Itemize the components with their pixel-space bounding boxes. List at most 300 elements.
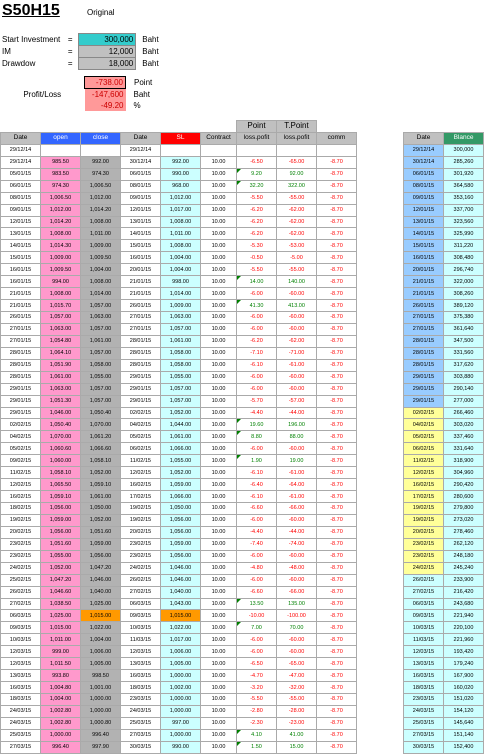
cell-spacer — [357, 610, 404, 622]
cell-exit-date: 10/03/15 — [121, 622, 161, 634]
cell-comm: -8.70 — [317, 467, 357, 479]
cell-open: 1,047.20 — [41, 574, 81, 586]
cell-comm: -8.70 — [317, 204, 357, 216]
cell-comm: -8.70 — [317, 443, 357, 455]
cell-sl: 1,058.00 — [161, 347, 201, 359]
cell-exit-date: 18/03/15 — [121, 682, 161, 694]
cell-entry-date: 02/02/15 — [1, 419, 41, 431]
cell-balance: 243,680 — [444, 598, 484, 610]
cell-sl: 1,014.00 — [161, 288, 201, 300]
cell-sl: 1,015.00 — [161, 610, 201, 622]
cell-comm: -8.70 — [317, 610, 357, 622]
cell-open: 983.50 — [41, 168, 81, 180]
cell-spacer — [357, 180, 404, 192]
cell-balance-date: 28/01/15 — [404, 359, 444, 371]
cell-entry-date: 06/01/15 — [1, 180, 41, 192]
cell-point: -7.40 — [237, 538, 277, 550]
table-row — [1, 228, 484, 240]
cell-open: 1,009.50 — [41, 264, 81, 276]
cell-balance: 364,580 — [444, 180, 484, 192]
pl-pct: -49.20 — [85, 100, 126, 111]
cell-point: -7.10 — [237, 347, 277, 359]
cell-point: -6.00 — [237, 634, 277, 646]
header-point: Point — [237, 121, 277, 133]
cell-tpoint: -60.00 — [277, 550, 317, 562]
cell-point: -2.80 — [237, 705, 277, 717]
cell-balance-date: 29/01/15 — [404, 395, 444, 407]
header-tpoint: T.Point — [277, 121, 317, 133]
cell-point: 41.30 — [237, 300, 277, 312]
cell-close: 1,022.00 — [81, 622, 121, 634]
cell-exit-date: 26/02/15 — [121, 574, 161, 586]
cell-close: 1,057.00 — [81, 323, 121, 335]
cell-tpoint — [277, 144, 317, 156]
cell-entry-date: 15/01/15 — [1, 252, 41, 264]
cell-spacer — [357, 228, 404, 240]
cell-spacer — [357, 252, 404, 264]
cell-point: -6.00 — [237, 550, 277, 562]
cell-close: 1,066.60 — [81, 443, 121, 455]
cell-balance: 221,940 — [444, 610, 484, 622]
cell-contract: 10.00 — [201, 335, 237, 347]
cell-exit-date: 06/01/15 — [121, 168, 161, 180]
cell-comm: -8.70 — [317, 431, 357, 443]
cell-close: 1,047.20 — [81, 562, 121, 574]
cell-spacer — [357, 741, 404, 753]
cell-spacer — [357, 717, 404, 729]
cell-spacer — [357, 682, 404, 694]
cell-contract: 10.00 — [201, 467, 237, 479]
cell-sl: 1,009.00 — [161, 300, 201, 312]
cell-sl: 1,017.00 — [161, 204, 201, 216]
cell-exit-date: 04/02/15 — [121, 419, 161, 431]
cell-point: -6.20 — [237, 228, 277, 240]
cell-balance: 337,700 — [444, 204, 484, 216]
cell-balance: 145,640 — [444, 717, 484, 729]
cell-balance-date: 27/03/15 — [404, 729, 444, 741]
cell-balance-date: 27/01/15 — [404, 312, 444, 324]
table-row — [1, 538, 484, 550]
sheet-subtitle: Original — [87, 8, 115, 17]
cell-point: 9.20 — [237, 168, 277, 180]
cell-open: 1,011.50 — [41, 658, 81, 670]
cell-open: 1,002.80 — [41, 717, 81, 729]
cell-balance: 325,990 — [444, 228, 484, 240]
cell-close: 1,000.00 — [81, 705, 121, 717]
cell-balance: 216,420 — [444, 586, 484, 598]
cell-exit-date: 12/01/15 — [121, 204, 161, 216]
cell-contract: 10.00 — [201, 276, 237, 288]
cell-close: 1,046.00 — [81, 574, 121, 586]
cell-sl: 1,052.00 — [161, 467, 201, 479]
cell-balance-date: 29/01/15 — [404, 383, 444, 395]
table-row — [1, 323, 484, 335]
cell-entry-date: 29/01/15 — [1, 407, 41, 419]
cell-balance-date: 24/03/15 — [404, 705, 444, 717]
cell-exit-date: 13/03/15 — [121, 658, 161, 670]
summary-unit: Baht — [142, 35, 159, 44]
cell-close: 992.00 — [81, 156, 121, 168]
cell-close: 1,000.80 — [81, 717, 121, 729]
summary-table — [0, 33, 161, 70]
cell-exit-date: 02/02/15 — [121, 407, 161, 419]
cell-point: -2.30 — [237, 717, 277, 729]
table-row — [1, 443, 484, 455]
cell-spacer — [357, 455, 404, 467]
table-row — [1, 634, 484, 646]
cell-balance: 277,000 — [444, 395, 484, 407]
cell-open: 1,056.00 — [41, 503, 81, 515]
cell-balance-date: 28/01/15 — [404, 347, 444, 359]
cell-exit-date: 27/01/15 — [121, 312, 161, 324]
cell-comm: -8.70 — [317, 276, 357, 288]
cell-contract: 10.00 — [201, 646, 237, 658]
cell-entry-date: 13/01/15 — [1, 228, 41, 240]
cell-open: 1,006.50 — [41, 192, 81, 204]
cell-exit-date: 23/02/15 — [121, 538, 161, 550]
cell-balance: 167,900 — [444, 670, 484, 682]
table-row — [1, 574, 484, 586]
cell-spacer — [357, 479, 404, 491]
table-row — [1, 288, 484, 300]
cell-entry-date: 20/02/15 — [1, 526, 41, 538]
table-row — [1, 431, 484, 443]
cell-comm: -8.70 — [317, 455, 357, 467]
cell-comm: -8.70 — [317, 705, 357, 717]
cell-close: 1,001.00 — [81, 682, 121, 694]
cell-spacer — [357, 216, 404, 228]
cell-point: -6.20 — [237, 335, 277, 347]
cell-sl: 1,066.00 — [161, 491, 201, 503]
cell-sl: 1,057.00 — [161, 323, 201, 335]
cell-point: -6.20 — [237, 204, 277, 216]
cell-exit-date: 09/03/15 — [121, 610, 161, 622]
cell-exit-date: 19/02/15 — [121, 514, 161, 526]
table-row — [1, 264, 484, 276]
cell-open: 996.40 — [41, 741, 81, 753]
cell-contract: 10.00 — [201, 156, 237, 168]
cell-comm: -8.70 — [317, 538, 357, 550]
cell-balance-date: 23/02/15 — [404, 538, 444, 550]
cell-comm: -8.70 — [317, 252, 357, 264]
cell-contract: 10.00 — [201, 694, 237, 706]
cell-balance-date: 16/01/15 — [404, 252, 444, 264]
cell-entry-date: 28/01/15 — [1, 359, 41, 371]
cell-entry-date: 23/02/15 — [1, 538, 41, 550]
cell-tpoint: 70.00 — [277, 622, 317, 634]
table-row — [1, 598, 484, 610]
cell-tpoint: -5.00 — [277, 252, 317, 264]
cell-contract: 10.00 — [201, 371, 237, 383]
cell-balance: 322,000 — [444, 276, 484, 288]
cell-balance-date: 23/02/15 — [404, 550, 444, 562]
cell-comm: -8.70 — [317, 550, 357, 562]
cell-balance-date: 28/01/15 — [404, 335, 444, 347]
cell-open: 1,070.00 — [41, 431, 81, 443]
cell-tpoint: 135.00 — [277, 598, 317, 610]
cell-balance-date: 30/12/14 — [404, 156, 444, 168]
cell-point: -5.70 — [237, 395, 277, 407]
cell-entry-date: 21/01/15 — [1, 288, 41, 300]
cell-entry-date: 29/12/14 — [1, 156, 41, 168]
cell-point: 7.00 — [237, 622, 277, 634]
cell-contract: 10.00 — [201, 216, 237, 228]
cell-exit-date: 29/01/15 — [121, 371, 161, 383]
header-loss-profit-2: loss.pofit — [277, 132, 317, 144]
cell-entry-date: 29/01/15 — [1, 395, 41, 407]
cell-balance-date: 08/01/15 — [404, 180, 444, 192]
cell-open: 1,008.00 — [41, 288, 81, 300]
cell-contract: 10.00 — [201, 598, 237, 610]
cell-entry-date: 28/01/15 — [1, 371, 41, 383]
cell-point: -6.10 — [237, 491, 277, 503]
cell-balance-date: 13/03/15 — [404, 658, 444, 670]
cell-contract: 10.00 — [201, 300, 237, 312]
table-row — [1, 610, 484, 622]
cell-sl: 1,061.00 — [161, 335, 201, 347]
cell-open: 1,058.10 — [41, 467, 81, 479]
cell-exit-date: 16/01/15 — [121, 252, 161, 264]
cell-close: 1,012.00 — [81, 192, 121, 204]
cell-balance-date: 11/02/15 — [404, 455, 444, 467]
table-row — [1, 455, 484, 467]
cell-comm: -8.70 — [317, 514, 357, 526]
cell-balance-date: 09/01/15 — [404, 192, 444, 204]
cell-point: -6.60 — [237, 586, 277, 598]
cell-open: 1,059.00 — [41, 514, 81, 526]
pl-baht-unit: Baht — [133, 89, 150, 99]
cell-exit-date: 14/01/15 — [121, 228, 161, 240]
cell-balance-date: 18/03/15 — [404, 682, 444, 694]
cell-close: 1,058.10 — [81, 455, 121, 467]
sheet-title: S50H15 — [2, 2, 60, 19]
cell-close: 1,008.00 — [81, 276, 121, 288]
cell-balance-date: 19/02/15 — [404, 514, 444, 526]
cell-sl: 1,055.00 — [161, 371, 201, 383]
cell-tpoint: -47.00 — [277, 670, 317, 682]
cell-open: 1,009.00 — [41, 252, 81, 264]
table-row — [1, 216, 484, 228]
cell-exit-date: 21/01/15 — [121, 288, 161, 300]
cell-spacer — [357, 562, 404, 574]
cell-comm: -8.70 — [317, 323, 357, 335]
summary-label: IM — [2, 47, 11, 56]
table-row — [1, 276, 484, 288]
cell-open: 1,051.30 — [41, 395, 81, 407]
cell-close: 1,056.00 — [81, 550, 121, 562]
cell-spacer — [357, 705, 404, 717]
cell-exit-date: 05/02/15 — [121, 431, 161, 443]
cell-point: -4.80 — [237, 562, 277, 574]
cell-point: -4.40 — [237, 526, 277, 538]
cell-point: 1.50 — [237, 741, 277, 753]
cell-close: 1,057.00 — [81, 383, 121, 395]
summary-label: Drawdow — [2, 59, 36, 68]
cell-contract: 10.00 — [201, 729, 237, 741]
cell-balance: 301,920 — [444, 168, 484, 180]
cell-close: 997.90 — [81, 741, 121, 753]
cell-point: -6.00 — [237, 312, 277, 324]
cell-sl: 1,063.00 — [161, 312, 201, 324]
cell-comm — [317, 144, 357, 156]
cell-open: 1,059.10 — [41, 491, 81, 503]
cell-entry-date: 12/03/15 — [1, 658, 41, 670]
cell-exit-date: 25/03/15 — [121, 717, 161, 729]
cell-comm: -8.70 — [317, 574, 357, 586]
table-row — [1, 622, 484, 634]
table-row — [1, 503, 484, 515]
summary-row — [0, 34, 161, 46]
cell-comm: -8.70 — [317, 634, 357, 646]
cell-close: 1,014.00 — [81, 288, 121, 300]
cell-tpoint: -62.00 — [277, 204, 317, 216]
cell-point: -5.50 — [237, 192, 277, 204]
cell-point: -5.50 — [237, 264, 277, 276]
cell-comm: -8.70 — [317, 216, 357, 228]
cell-exit-date: 06/02/15 — [121, 443, 161, 455]
cell-close — [81, 144, 121, 156]
cell-balance-date: 29/12/14 — [404, 144, 444, 156]
cell-balance-date: 12/01/15 — [404, 204, 444, 216]
cell-sl: 1,040.00 — [161, 586, 201, 598]
cell-balance: 285,260 — [444, 156, 484, 168]
cell-sl: 990.00 — [161, 741, 201, 753]
cell-balance: 248,180 — [444, 550, 484, 562]
cell-balance-date: 26/02/15 — [404, 574, 444, 586]
cell-balance: 317,620 — [444, 359, 484, 371]
cell-sl: 1,058.00 — [161, 359, 201, 371]
cell-tpoint: -57.00 — [277, 395, 317, 407]
cell-tpoint: -61.00 — [277, 467, 317, 479]
table-row — [1, 252, 484, 264]
table-row — [1, 204, 484, 216]
cell-contract: 10.00 — [201, 658, 237, 670]
cell-close: 1,006.50 — [81, 180, 121, 192]
cell-sl: 1,008.00 — [161, 216, 201, 228]
table-row — [1, 586, 484, 598]
cell-contract: 10.00 — [201, 395, 237, 407]
cell-balance: 266,460 — [444, 407, 484, 419]
cell-spacer — [357, 383, 404, 395]
cell-sl: 1,004.00 — [161, 252, 201, 264]
cell-balance-date: 20/02/15 — [404, 526, 444, 538]
cell-contract: 10.00 — [201, 634, 237, 646]
cell-balance: 154,120 — [444, 705, 484, 717]
cell-close: 1,004.00 — [81, 634, 121, 646]
cell-comm: -8.70 — [317, 371, 357, 383]
cell-comm: -8.70 — [317, 586, 357, 598]
cell-entry-date: 18/03/15 — [1, 694, 41, 706]
cell-point: -6.00 — [237, 514, 277, 526]
cell-contract: 10.00 — [201, 574, 237, 586]
cell-balance: 300,000 — [444, 144, 484, 156]
cell-exit-date: 12/02/15 — [121, 467, 161, 479]
cell-comm: -8.70 — [317, 359, 357, 371]
cell-comm: -8.70 — [317, 312, 357, 324]
cell-sl: 992.00 — [161, 156, 201, 168]
cell-open: 1,014.20 — [41, 216, 81, 228]
cell-comm: -8.70 — [317, 646, 357, 658]
cell-entry-date: 12/03/15 — [1, 646, 41, 658]
header-row — [1, 132, 484, 144]
cell-contract: 10.00 — [201, 240, 237, 252]
cell-point: -4.40 — [237, 407, 277, 419]
pl-pct-unit: % — [133, 101, 141, 110]
cell-tpoint: 196.00 — [277, 419, 317, 431]
cell-balance-date: 29/01/15 — [404, 371, 444, 383]
cell-balance: 311,220 — [444, 240, 484, 252]
profit-loss-table — [0, 76, 154, 111]
summary-value: 12,000 — [79, 46, 136, 58]
cell-exit-date: 13/01/15 — [121, 216, 161, 228]
cell-close: 1,059.00 — [81, 538, 121, 550]
cell-close: 1,015.00 — [81, 610, 121, 622]
header-row-top — [1, 121, 484, 133]
cell-tpoint: -60.00 — [277, 288, 317, 300]
cell-spacer — [357, 156, 404, 168]
cell-comm: -8.70 — [317, 300, 357, 312]
cell-exit-date: 27/02/15 — [121, 586, 161, 598]
cell-sl: 1,059.00 — [161, 538, 201, 550]
cell-balance: 296,740 — [444, 264, 484, 276]
cell-entry-date: 06/03/15 — [1, 610, 41, 622]
cell-balance: 308,260 — [444, 288, 484, 300]
cell-spacer — [357, 264, 404, 276]
cell-tpoint: 41.00 — [277, 729, 317, 741]
cell-sl: 1,046.00 — [161, 574, 201, 586]
cell-balance: 262,120 — [444, 538, 484, 550]
cell-exit-date: 28/01/15 — [121, 359, 161, 371]
cell-close: 996.40 — [81, 729, 121, 741]
header-contract: Contract — [201, 132, 237, 144]
cell-tpoint: -55.00 — [277, 694, 317, 706]
cell-balance-date: 16/03/15 — [404, 670, 444, 682]
cell-sl: 1,052.00 — [161, 407, 201, 419]
cell-sl: 1,056.00 — [161, 550, 201, 562]
cell-exit-date: 20/02/15 — [121, 526, 161, 538]
cell-spacer — [357, 503, 404, 515]
cell-spacer — [357, 288, 404, 300]
cell-exit-date: 29/01/15 — [121, 395, 161, 407]
cell-spacer — [357, 419, 404, 431]
cell-entry-date: 27/01/15 — [1, 323, 41, 335]
cell-exit-date: 23/02/15 — [121, 550, 161, 562]
cell-tpoint: -23.00 — [277, 717, 317, 729]
cell-contract: 10.00 — [201, 359, 237, 371]
cell-sl: 1,011.00 — [161, 228, 201, 240]
cell-close: 1,008.00 — [81, 216, 121, 228]
cell-open: 1,038.50 — [41, 598, 81, 610]
table-row — [1, 562, 484, 574]
table-row — [1, 419, 484, 431]
table-row — [1, 479, 484, 491]
cell-sl: 968.00 — [161, 180, 201, 192]
cell-entry-date: 24/02/15 — [1, 562, 41, 574]
cell-balance-date: 24/02/15 — [404, 562, 444, 574]
cell-balance: 233,900 — [444, 574, 484, 586]
cell-balance: 179,240 — [444, 658, 484, 670]
cell-sl: 1,017.00 — [161, 634, 201, 646]
cell-exit-date: 11/03/15 — [121, 634, 161, 646]
cell-balance-date: 15/01/15 — [404, 240, 444, 252]
cell-point: -10.00 — [237, 610, 277, 622]
cell-comm: -8.70 — [317, 395, 357, 407]
cell-tpoint: 88.00 — [277, 431, 317, 443]
cell-balance-date: 12/02/15 — [404, 467, 444, 479]
cell-tpoint: -60.00 — [277, 383, 317, 395]
cell-spacer — [357, 538, 404, 550]
cell-balance: 323,560 — [444, 216, 484, 228]
